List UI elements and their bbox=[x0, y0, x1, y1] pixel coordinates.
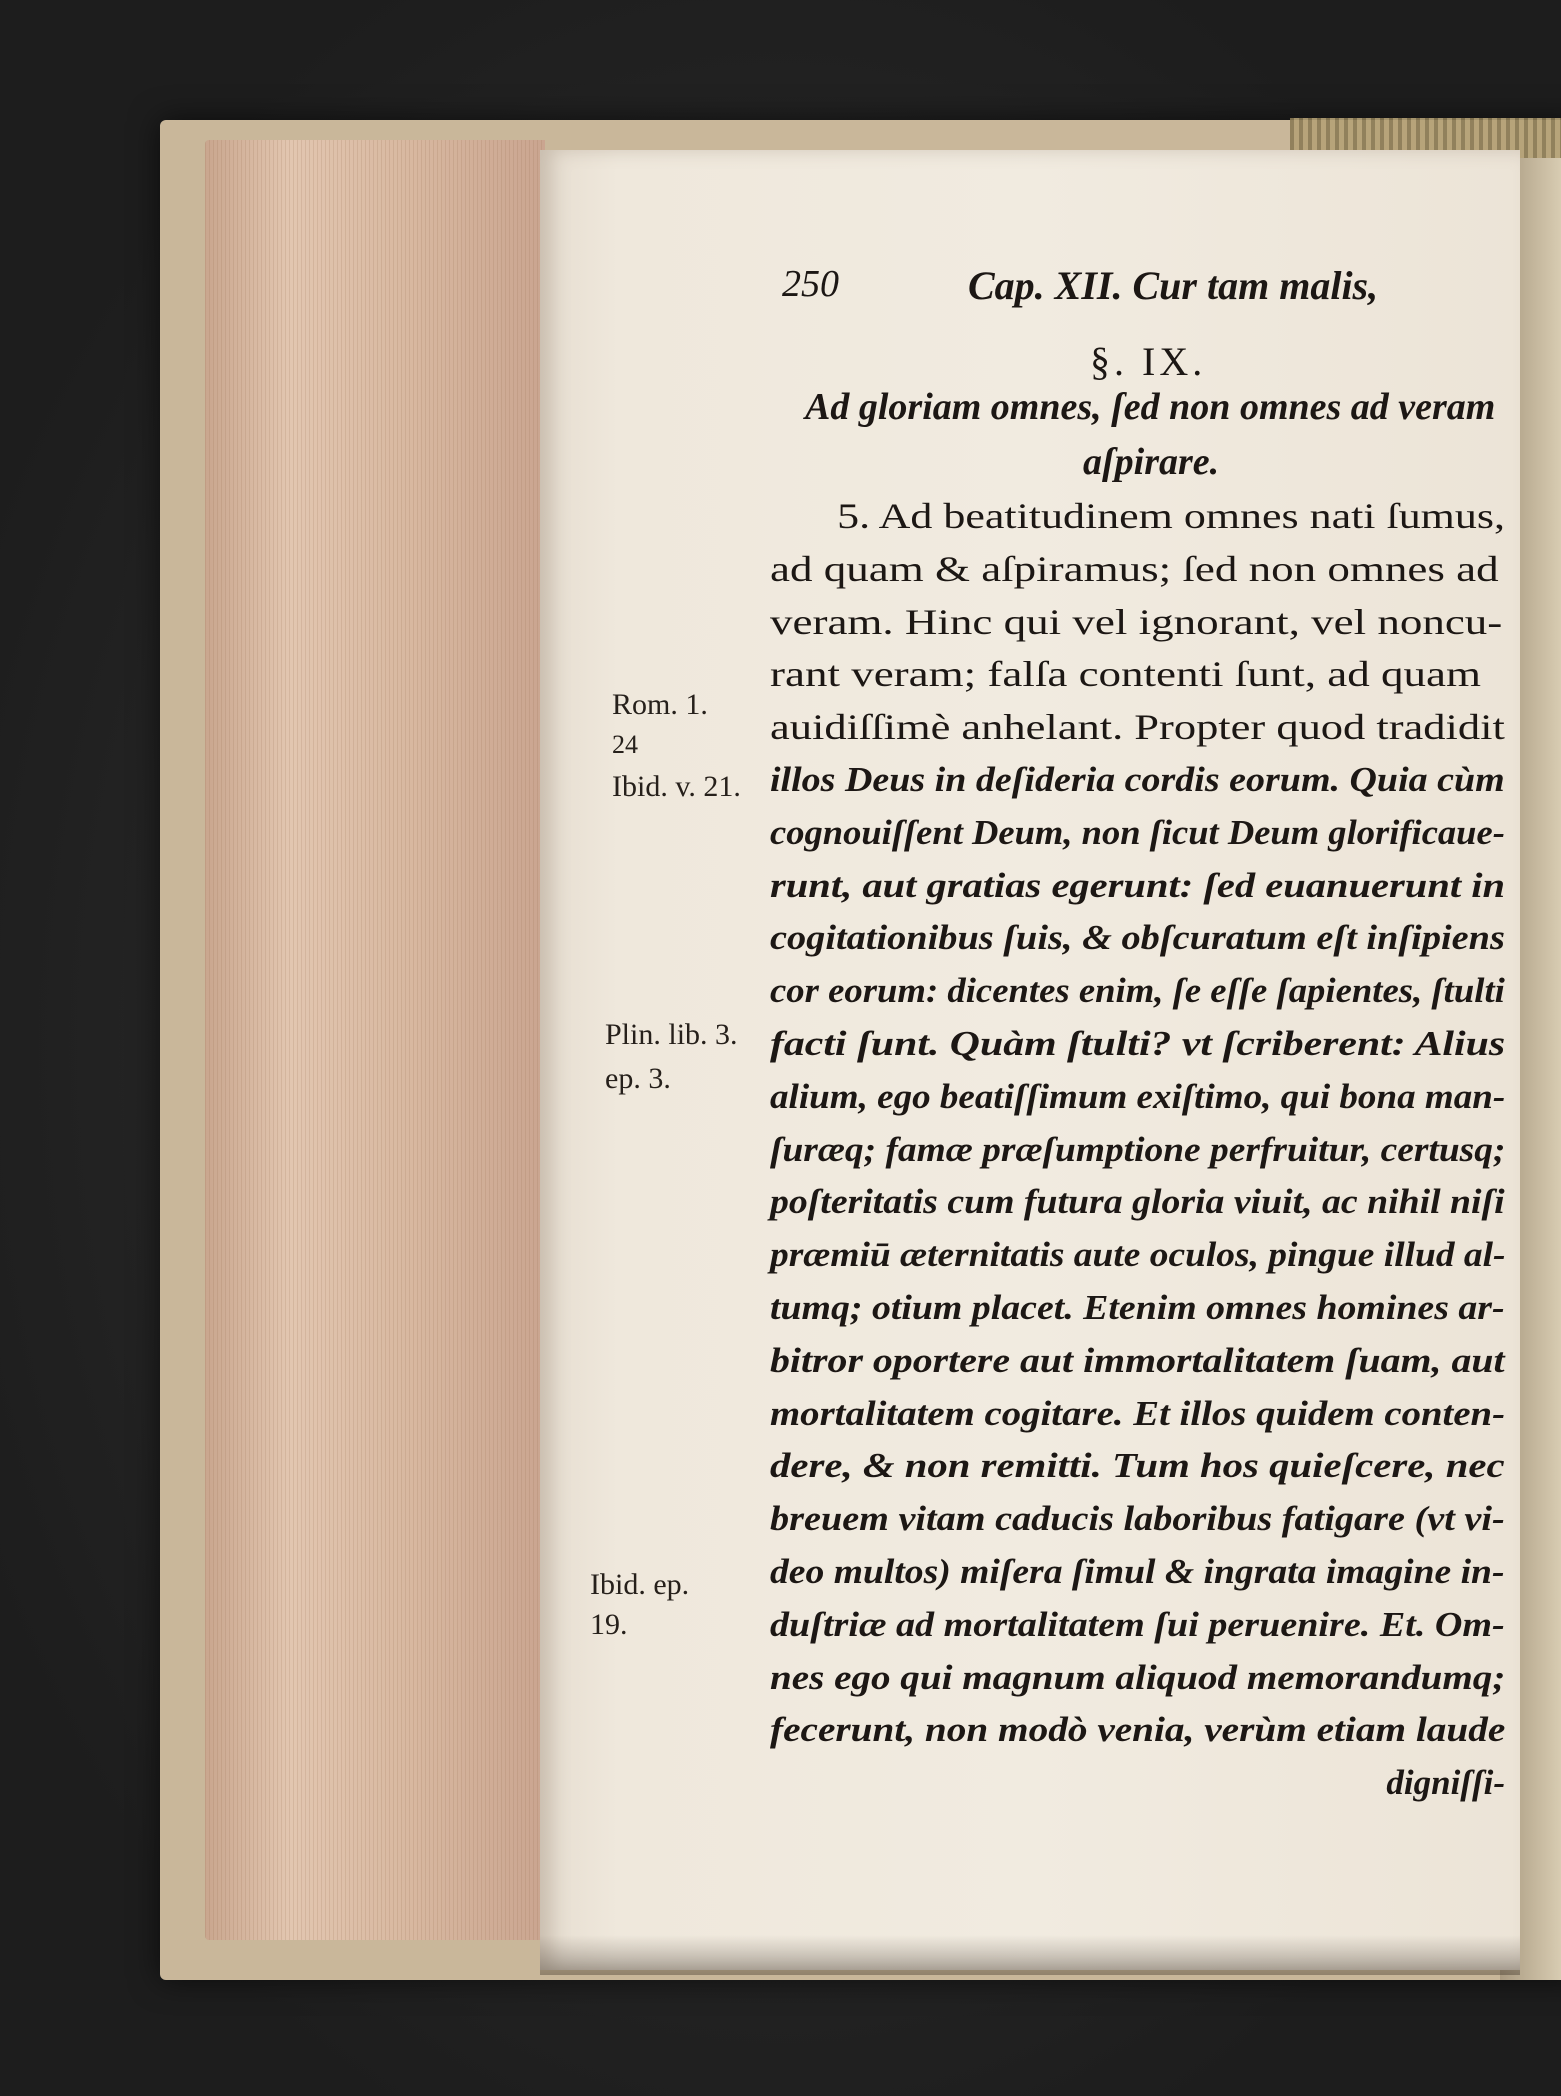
running-head: Cap. XII. Cur tam malis, bbox=[968, 263, 1379, 308]
body-line: cor eorum: dicentes enim, ſe eſſe ſapientes, ſtulti bbox=[770, 971, 1505, 1011]
body-line: mortalitatem cogitare. Et illos quidem conten- bbox=[770, 1393, 1506, 1433]
body-line: nes ego qui magnum aliquod memorandumq; bbox=[770, 1657, 1506, 1697]
body-text bbox=[770, 490, 1505, 1810]
body-line: digniſſi- bbox=[1386, 1763, 1505, 1803]
body-line: 5. Ad beatitudinem omnes nati ſumus, bbox=[837, 496, 1505, 536]
margin-note-plin-2: ep. 3. bbox=[605, 1062, 671, 1095]
body-line: poſteritatis cum futura gloria viuit, ac nihil niſi bbox=[770, 1182, 1505, 1222]
body-line: breuem vitam caducis laboribus fatigare (vt vi- bbox=[770, 1499, 1505, 1539]
margin-note-rom-verse: 24 bbox=[612, 730, 638, 759]
page-fore-edge bbox=[205, 140, 545, 1940]
body-line: ſuræq; famæ præſumptione perfruitur, certusq; bbox=[770, 1129, 1506, 1169]
section-heading: §. IX. bbox=[1090, 339, 1207, 384]
body-line: facti ſunt. Quàm ſtulti? vt ſcriberent: Alius bbox=[770, 1023, 1506, 1063]
body-line: auidiſſimè anhelant. Propter quod tradidit bbox=[770, 707, 1505, 748]
body-line: veram. Hinc qui vel ignorant, vel noncu- bbox=[770, 601, 1503, 642]
page-shadow bbox=[540, 1935, 1520, 1975]
page-number: 250 bbox=[782, 263, 839, 305]
body-line: illos Deus in deſideria cordis eorum. Quia cùm bbox=[770, 759, 1505, 799]
body-line: bitror oportere aut immortalitatem ſuam, aut bbox=[770, 1340, 1505, 1380]
body-line: rant veram; falſa contenti ſunt, ad quam bbox=[770, 654, 1481, 695]
margin-note-ibid-1: Ibid. v. 21. bbox=[612, 770, 741, 803]
body-line: ad quam & aſpiramus; ſed non omnes ad bbox=[770, 548, 1499, 589]
body-line: dere, & non remitti. Tum hos quieſcere, nec bbox=[770, 1446, 1505, 1486]
body-line: fecerunt, non modò venia, verùm etiam laude bbox=[770, 1710, 1506, 1750]
section-subtitle-line-2: aſpirare. bbox=[1083, 441, 1220, 483]
body-line: runt, aut gratias egerunt: ſed euanuerunt in bbox=[770, 865, 1506, 905]
margin-note-ibid-2a: Ibid. ep. bbox=[590, 1568, 690, 1601]
body-line: duſtriæ ad mortalitatem ſui peruenire. Et. Om- bbox=[770, 1604, 1505, 1644]
body-line: cognouiſſent Deum, non ſicut Deum glorificaue- bbox=[770, 812, 1505, 852]
section-subtitle-line-1: Ad gloriam omnes, ſed non omnes ad veram bbox=[805, 386, 1496, 428]
margin-note-plin-1: Plin. lib. 3. bbox=[605, 1018, 738, 1051]
body-line: deo multos) miſera ſimul & ingrata imagine in- bbox=[770, 1551, 1505, 1591]
body-line: præmiū æternitatis aute oculos, pingue illud al- bbox=[770, 1235, 1506, 1275]
margin-note-ibid-2b: 19. bbox=[590, 1608, 628, 1641]
body-line: cogitationibus ſuis, & obſcuratum eſt inſipiens bbox=[770, 918, 1505, 958]
margin-note-rom: Rom. 1. bbox=[612, 688, 708, 721]
body-line: tumq; otium placet. Etenim omnes homines ar- bbox=[770, 1287, 1505, 1327]
body-line: alium, ego beatiſſimum exiſtimo, qui bona man- bbox=[770, 1076, 1506, 1116]
